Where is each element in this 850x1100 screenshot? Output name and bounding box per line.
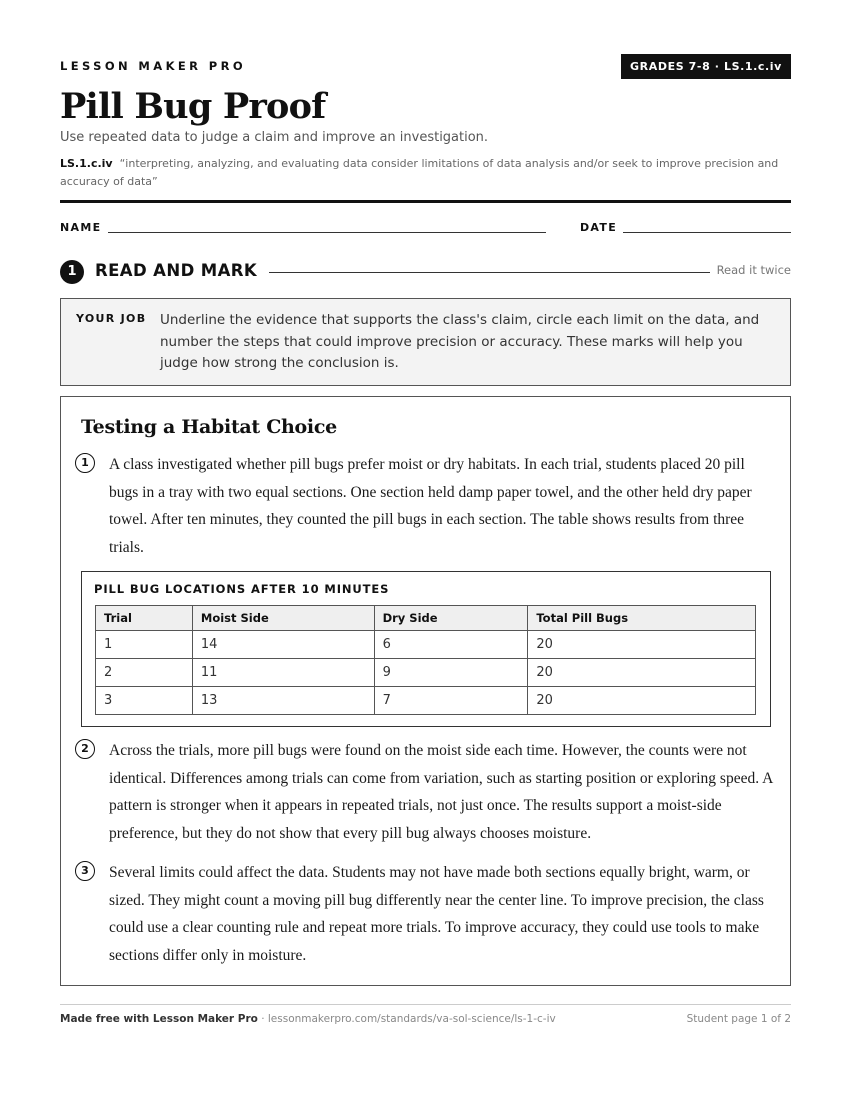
- footer-separator: ·: [257, 1013, 268, 1025]
- paragraph-text: A class investigated whether pill bugs prefer moist or dry habitats. In each trial, students placed 20 pill bugs in a tray with two equal sections. One section held damp paper towel, and the other held dry paper towel. After ten minutes, they counted the pill bugs in each section. The table shows results from three trials.: [109, 456, 752, 556]
- section-rule: [269, 272, 710, 273]
- table-row: [96, 631, 756, 659]
- section-header: [60, 260, 791, 284]
- brand-name: LESSON MAKER PRO: [60, 59, 247, 73]
- column-header: Trial: [96, 606, 193, 631]
- paragraph-number: 1: [75, 453, 95, 473]
- passage-title: Testing a Habitat Choice: [81, 416, 337, 438]
- date-field[interactable]: [623, 232, 791, 233]
- table-row: [96, 687, 756, 715]
- standard-text: “interpreting, analyzing, and evaluating data consider limitations of data analysis and/or seek to improve precision and accuracy of data”: [60, 157, 779, 188]
- header-divider: [60, 200, 791, 203]
- column-header: Dry Side: [374, 606, 528, 631]
- instructions-text: Underline the evidence that supports the class's claim, circle each limit on the data, and number the steps that could improve precision or accuracy. These marks will help you judge how strong the conclusion is.: [160, 312, 760, 371]
- standard-description: [60, 155, 791, 191]
- standard-code: LS.1.c.iv: [60, 157, 113, 170]
- data-table-box: [81, 571, 771, 727]
- table-cell: 2: [96, 659, 193, 687]
- paragraph-text: Across the trials, more pill bugs were found on the moist side each time. However, the counts were not identical. Differences among trials can come from variation, such as starting position or exploring speed. A pattern is stronger when it appears in repeated trials, not just once. The results support a moist-side preference, but they do not show that every pill bug always chooses moisture.: [109, 742, 773, 842]
- instructions-box: [60, 298, 791, 386]
- worksheet-page: [60, 0, 791, 1100]
- table-cell: 6: [374, 631, 528, 659]
- table-cell: 13: [192, 687, 374, 715]
- reading-passage: [60, 396, 791, 986]
- table-cell: 7: [374, 687, 528, 715]
- instructions-label: YOUR JOB: [76, 312, 147, 325]
- footer-credit: [60, 1013, 556, 1025]
- page-title: Pill Bug Proof: [60, 86, 326, 127]
- section-note: Read it twice: [716, 263, 791, 277]
- table-cell: 20: [528, 659, 756, 687]
- paragraph-number: 2: [75, 739, 95, 759]
- name-date-row: [60, 221, 791, 237]
- paragraph-number: 3: [75, 861, 95, 881]
- grade-badge: GRADES 7-8 · LS.1.c.iv: [621, 54, 791, 79]
- table-header-row: [96, 606, 756, 631]
- column-header: Total Pill Bugs: [528, 606, 756, 631]
- table-cell: 9: [374, 659, 528, 687]
- table-cell: 3: [96, 687, 193, 715]
- page-subtitle: Use repeated data to judge a claim and improve an investigation.: [60, 130, 489, 145]
- table-cell: 20: [528, 631, 756, 659]
- table-cell: 11: [192, 659, 374, 687]
- footer-divider: [60, 1004, 791, 1005]
- section-number: 1: [60, 260, 84, 284]
- table-cell: 14: [192, 631, 374, 659]
- table-row: [96, 659, 756, 687]
- paragraph-text: Several limits could affect the data. Students may not have made both sections equally bright, warm, or sized. They might count a moving pill bug differently near the center line. To improve precision, the class could use a clear counting rule and repeat more trials. To improve accuracy, they could use tools to make sections differ only in moisture.: [109, 864, 764, 964]
- table-cell: 20: [528, 687, 756, 715]
- footer-url[interactable]: lessonmakerpro.com/standards/va-sol-science/ls-1-c-iv: [267, 1013, 556, 1025]
- name-field[interactable]: [108, 232, 546, 233]
- footer-made-by: Made free with Lesson Maker Pro: [60, 1013, 258, 1025]
- table-cell: 1: [96, 631, 193, 659]
- data-table: [95, 605, 756, 715]
- page-number: Student page 1 of 2: [686, 1013, 791, 1025]
- date-label: DATE: [580, 221, 618, 234]
- section-title: READ AND MARK: [95, 261, 258, 280]
- column-header: Moist Side: [192, 606, 374, 631]
- name-label: NAME: [60, 221, 102, 234]
- table-title: PILL BUG LOCATIONS AFTER 10 MINUTES: [94, 582, 390, 596]
